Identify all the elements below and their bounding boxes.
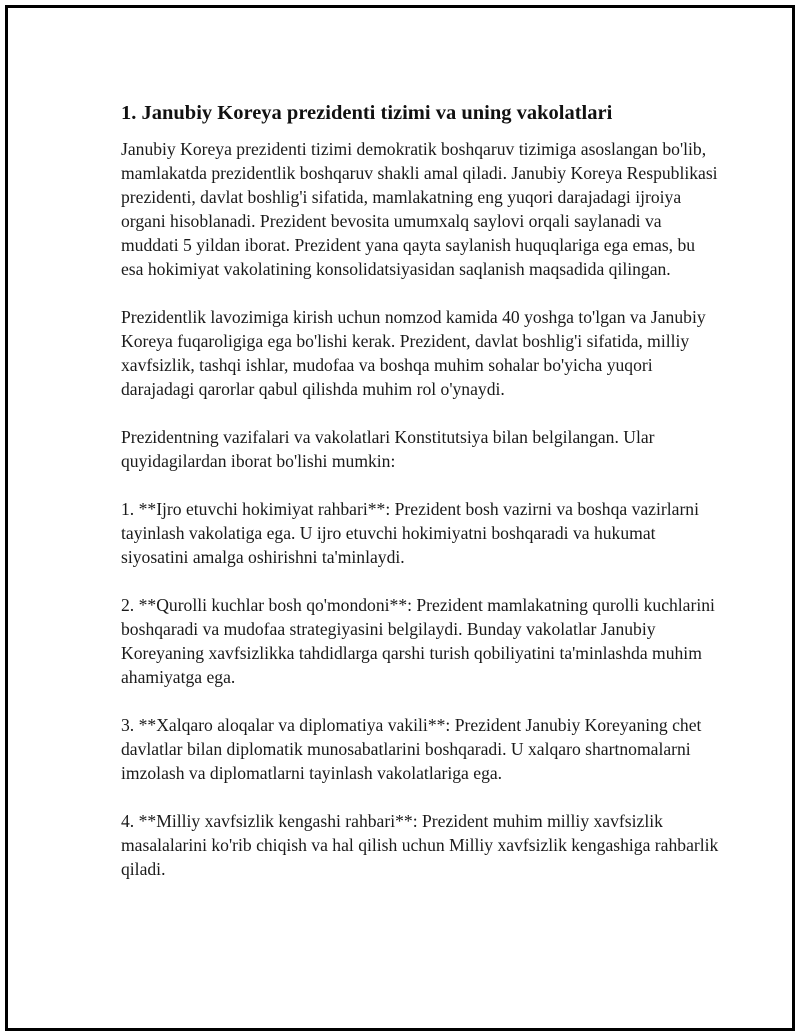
document-body [121, 99, 721, 905]
paragraph-intro: Janubiy Koreya prezidenti tizimi demokratik boshqaruv tizimiga asoslangan bo'lib, mamlakatda prezidentlik boshqaruv shakli amal qiladi. Janubiy Koreya Respublikasi prezidenti, davlat boshlig'i sifatida, mamlakatning eng yuqori darajadagi ijroiya organi hisoblanadi. Prezident bevosita umumxalq saylovi orqali saylanadi va muddati 5 yildan iborat. Prezident yana qayta saylanish huquqlariga ega emas, bu esa hokimiyat vakolatining konsolidatsiyasidan saqlanish maqsadida qilingan. [121, 139, 718, 279]
list-item-diplomacy: 3. **Xalqaro aloqalar va diplomatiya vakili**: Prezident Janubiy Koreyaning chet davlatlar bilan diplomatik munosabatlarini boshqaradi. U xalqaro shartnomalarni imzolash va diplomatlarni tayinlash vakolatlariga ega. [121, 715, 702, 783]
section-heading: 1. Janubiy Koreya prezidenti tizimi va uning vakolatlari [121, 102, 613, 124]
paragraph-eligibility: Prezidentlik lavozimiga kirish uchun nomzod kamida 40 yoshga to'lgan va Janubiy Koreya fuqaroligiga ega bo'lishi kerak. Prezident, davlat boshlig'i sifatida, milliy xavfsizlik, tashqi ishlar, mudofaa va boshqa muhim sohalar bo'yicha yuqori darajadagi qarorlar qabul qilishda muhim rol o'ynaydi. [121, 307, 706, 399]
document-page [5, 5, 795, 1031]
list-item-security-council: 4. **Milliy xavfsizlik kengashi rahbari**: Prezident muhim milliy xavfsizlik masalalarini ko'rib chiqish va hal qilish uchun Milliy xavfsizlik kengashiga rahbarlik qiladi. [121, 811, 719, 879]
paragraph-duties-intro: Prezidentning vazifalari va vakolatlari Konstitutsiya bilan belgilangan. Ular quyidagilardan iborat bo'lishi mumkin: [121, 427, 655, 471]
list-item-commander: 2. **Qurolli kuchlar bosh qo'mondoni**: Prezident mamlakatning qurolli kuchlarini boshqaradi va mudofaa strategiyasini belgilaydi. Bunday vakolatlar Janubiy Koreyaning xavfsizlikka tahdidlarga qarshi turish qobiliyatini ta'minlashda muhim ahamiyatga ega. [121, 595, 715, 687]
list-item-executive: 1. **Ijro etuvchi hokimiyat rahbari**: Prezident bosh vazirni va boshqa vazirlarni tayinlash vakolatiga ega. U ijro etuvchi hokimiyatni boshqaradi va hukumat siyosatini amalga oshirishni ta'minlaydi. [121, 499, 699, 567]
